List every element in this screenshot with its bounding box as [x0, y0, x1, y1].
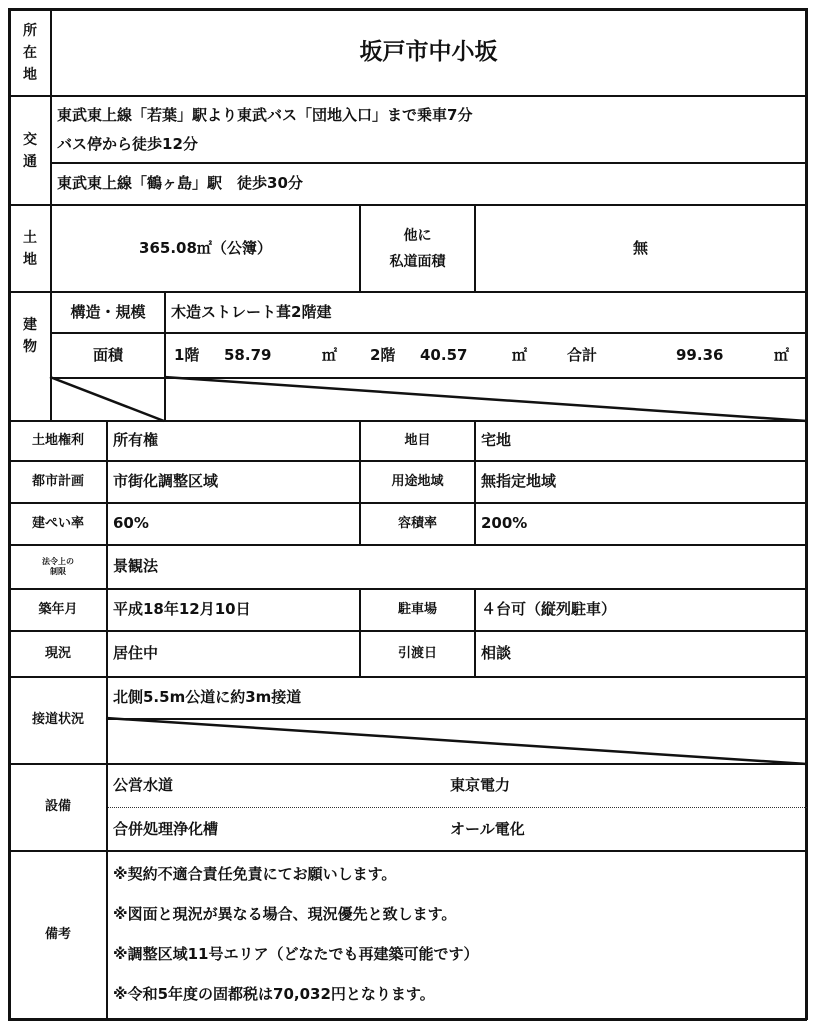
land-label-char: 地 — [23, 251, 37, 268]
energy-system: オール電化 — [450, 819, 525, 838]
land-label — [10, 206, 50, 291]
structure-label: 構造・規模 — [70, 302, 146, 321]
location-label-char: 地 — [23, 66, 37, 83]
land-area: 365.08㎡（公簿） — [139, 238, 272, 257]
water-supply: 公営水道 — [113, 776, 174, 795]
current-status-label: 現況 — [44, 645, 71, 661]
remark-item: ※図面と現況が異なる場合、現況優先と致します。 — [113, 905, 457, 924]
city-plan-label: 都市計画 — [31, 473, 84, 489]
legal-label-line: 法令上の — [42, 557, 74, 566]
coverage-value: 60% — [113, 514, 149, 533]
legal-restrictions-value: 景観法 — [113, 557, 159, 576]
current-status-value: 居住中 — [113, 644, 159, 663]
floor-area-label: 面積 — [92, 345, 123, 364]
power-supply: 東京電力 — [450, 776, 511, 795]
total-label: 合計 — [567, 345, 598, 364]
building-label — [10, 293, 50, 378]
land-label-char: 土 — [23, 229, 37, 246]
far-value: 200% — [481, 514, 528, 533]
location-value: 坂戸市中小坂 — [359, 38, 498, 65]
handover-label: 引渡日 — [397, 645, 437, 661]
transport-line-1b: バス停から徒歩12分 — [57, 135, 198, 154]
sewage-system: 合併処理浄化槽 — [113, 819, 219, 838]
zoning-label: 用途地域 — [391, 473, 444, 489]
remark-item: ※調整区域11号エリア（どなたでも再建築可能です） — [113, 945, 479, 964]
private-road-label-line: 私道面積 — [389, 253, 446, 270]
road-access-value: 北側5.5m公道に約3m接道 — [113, 688, 302, 707]
land-category-value: 宅地 — [481, 431, 512, 450]
floor1-label: 1階 — [174, 345, 200, 364]
structure-value: 木造ストレート葺2階建 — [171, 302, 332, 321]
remarks-label: 備考 — [44, 926, 71, 942]
land-category-label: 地目 — [404, 432, 431, 448]
remark-item: ※契約不適合責任免責にてお願いします。 — [113, 865, 397, 884]
floor1-unit: ㎡ — [322, 345, 338, 364]
legal-label-line: 制限 — [50, 567, 66, 576]
zoning-value: 無指定地域 — [481, 472, 557, 491]
floor2-value: 40.57 — [420, 345, 468, 364]
city-plan-value: 市街化調整区域 — [113, 472, 219, 491]
transport-line-1a: 東武東上線「若葉」駅より東武バス「団地入口」まで乗車7分 — [57, 105, 473, 124]
floor1-value: 58.79 — [224, 345, 272, 364]
private-road-label — [361, 206, 474, 291]
location-label-char: 在 — [23, 44, 37, 61]
building-label-char: 物 — [23, 338, 37, 355]
built-date-value: 平成18年12月10日 — [113, 600, 251, 619]
strike-line — [106, 718, 807, 764]
private-road-value: 無 — [632, 238, 648, 257]
handover-value: 相談 — [481, 644, 512, 663]
land-rights-value: 所有権 — [113, 431, 159, 450]
building-label-char: 建 — [23, 316, 37, 333]
road-access-label: 接道状況 — [31, 712, 84, 728]
total-unit: ㎡ — [774, 345, 790, 364]
facilities-label: 設備 — [44, 799, 71, 815]
transport-line-2: 東武東上線「鶴ヶ島」駅 徒歩30分 — [57, 174, 303, 193]
transport-label — [10, 97, 50, 204]
coverage-label: 建ぺい率 — [31, 515, 84, 531]
location-label-char: 所 — [23, 22, 37, 39]
transport-label-char: 通 — [23, 153, 37, 170]
floor2-unit: ㎡ — [512, 345, 528, 364]
built-date-label: 築年月 — [38, 601, 78, 617]
land-rights-label: 土地権利 — [31, 432, 84, 448]
far-label: 容積率 — [397, 515, 437, 531]
total-value: 99.36 — [676, 345, 724, 364]
private-road-label-line: 他に — [403, 227, 432, 244]
legal-restrictions-label — [10, 546, 106, 588]
parking-label: 駐車場 — [397, 601, 437, 617]
remark-item: ※令和5年度の固都税は70,032円となります。 — [113, 985, 435, 1004]
location-label — [10, 10, 50, 95]
floor2-label: 2階 — [370, 345, 396, 364]
transport-label-char: 交 — [23, 131, 37, 148]
strike-line — [164, 377, 807, 421]
parking-value: ４台可（縦列駐車） — [481, 600, 617, 619]
strike-line — [50, 377, 164, 421]
